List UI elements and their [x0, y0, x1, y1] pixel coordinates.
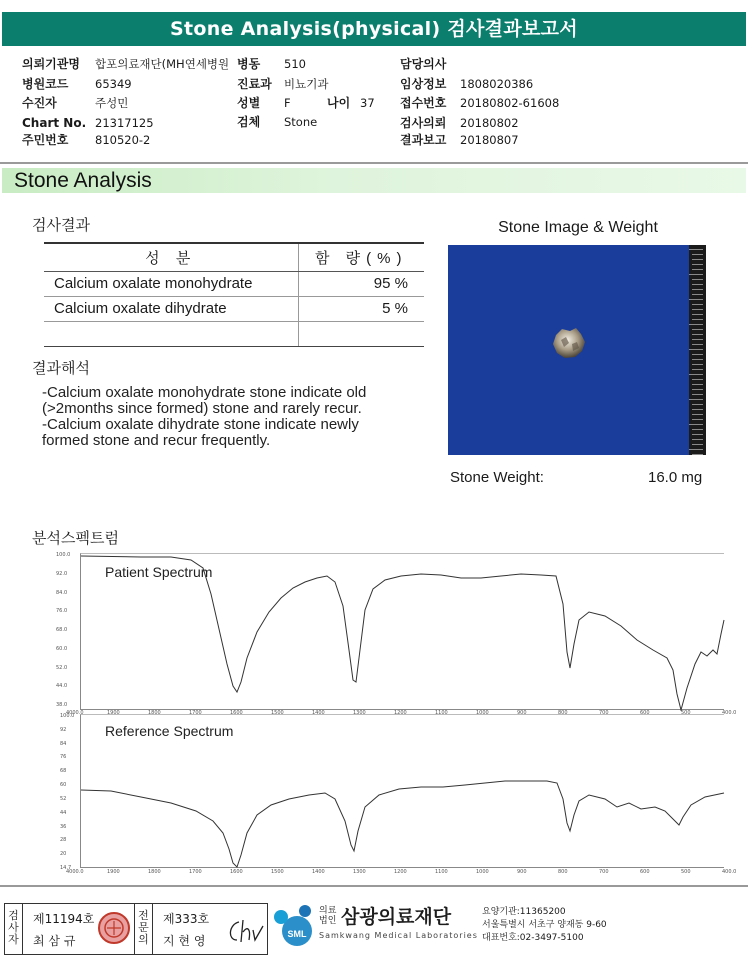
vert-char: 사 [8, 921, 19, 934]
interpretation-line: -Calcium oxalate monohydrate stone indicate old [42, 384, 367, 401]
vert-char: 검 [8, 909, 19, 922]
sex-value: F [284, 96, 291, 110]
specimen-value: Stone [284, 115, 318, 129]
ruler-tick [689, 399, 703, 400]
spectrum-heading: 분석스펙트럼 [32, 529, 119, 547]
ruler-tick [692, 404, 703, 405]
axis-tick-label: 1600 [230, 869, 243, 875]
col-amount-header: 함 량(%) [298, 243, 424, 271]
ruler-tick [692, 394, 703, 395]
axis-tick-label: 1500 [271, 869, 284, 875]
ruler-tick [692, 289, 703, 290]
axis-tick-label: 1200 [394, 869, 407, 875]
empty-cell [298, 321, 424, 346]
age-label: 나이 [327, 96, 351, 110]
axis-tick-label: 4000.0 [66, 869, 84, 875]
ruler-tick [692, 389, 703, 390]
ruler-tick [692, 294, 703, 295]
axis-tick-label: 100.0 [60, 713, 75, 719]
ruler [689, 245, 706, 455]
vert-char: 전 [138, 909, 149, 922]
axis-tick-label: 68.0 [56, 627, 68, 633]
logo-text: SML [287, 929, 307, 939]
axis-tick-label: 600 [640, 869, 650, 875]
reference-spectrum-frame [80, 714, 724, 868]
axis-tick-label: 84 [60, 740, 67, 747]
axis-tick-label: 100.0 [56, 552, 71, 558]
interpretation-line: (>2months since formed) stone and rarely recur. [42, 400, 362, 417]
ruler-tick [692, 279, 703, 280]
axis-tick-label: 1900 [107, 869, 120, 875]
address-line: 요양기관:11365200 [482, 907, 566, 917]
results-heading: 검사결과 [32, 216, 90, 234]
axis-tick-label: 1600 [230, 710, 243, 716]
ruler-tick [692, 409, 703, 410]
axis-tick-label: 700 [599, 710, 609, 716]
axis-tick-label: 900 [517, 710, 527, 716]
specimen-label: 검체 [237, 115, 261, 129]
axis-tick-label: 20 [60, 851, 67, 858]
ruler-tick [692, 354, 703, 355]
seal-stamp-icon [97, 911, 131, 945]
axis-tick-label: 52 [60, 795, 67, 802]
ruler-tick [692, 419, 703, 420]
signature-box [4, 903, 268, 955]
stone-photo [448, 245, 706, 455]
axis-tick-label: 800 [558, 710, 568, 716]
hospital-code-value: 65349 [95, 77, 132, 91]
corp-name: 삼광의료재단 [341, 906, 452, 928]
ruler-tick [692, 429, 703, 430]
ruler-tick [692, 254, 703, 255]
axis-tick-label: 500 [681, 869, 691, 875]
examinee-label: 수진자 [22, 96, 57, 110]
doctor-label: 담당의사 [400, 57, 447, 71]
axis-tick-label: 1000 [476, 710, 489, 716]
axis-tick-label: 4000.0 [66, 710, 84, 716]
axis-tick-label: 800 [558, 869, 568, 875]
result-report-value: 20180807 [460, 133, 519, 147]
ward-value: 510 [284, 57, 306, 71]
interpretation-text [42, 385, 422, 449]
reference-spectrum-line [81, 781, 724, 867]
reference-spectrum-label: Reference Spectrum [105, 723, 234, 739]
ruler-tick [692, 304, 703, 305]
address-line: 대표번호:02-3497-5100 [482, 933, 584, 943]
resident-no-label: 주민번호 [22, 133, 69, 147]
axis-tick-label: 1000 [476, 869, 489, 875]
amount-cell: 95 % [298, 271, 424, 296]
clinical-info-value: 1808020386 [460, 77, 534, 91]
interpretation-line: formed stone and recur frequently. [42, 432, 271, 449]
section-band [2, 168, 746, 193]
result-report-label: 결과보고 [400, 133, 447, 147]
ruler-tick [692, 339, 703, 340]
sml-logo-icon [272, 903, 318, 949]
axis-tick-label: 900 [517, 869, 527, 875]
interpretation-heading: 결과해석 [32, 359, 90, 377]
axis-tick-label: 76.0 [56, 608, 68, 615]
axis-tick-label: 36 [60, 823, 67, 830]
axis-tick-label: 60 [60, 782, 67, 789]
corp-type [319, 906, 336, 926]
specialist-name: 지 현 영 [163, 934, 206, 948]
ruler-tick [689, 249, 703, 250]
axis-tick-label: 400.0 [722, 869, 737, 875]
vert-char: 의 [138, 933, 149, 946]
footer-divider [0, 885, 748, 887]
specialist-license: 제333호 [163, 912, 210, 926]
axis-tick-label: 44 [60, 809, 67, 816]
col-component-header: 성 분 [44, 243, 298, 271]
report-title: Stone Analysis(physical) 검사결과보고서 [2, 12, 746, 46]
ruler-tick [689, 324, 703, 325]
ruler-tick [692, 369, 703, 370]
axis-tick-label: 1800 [148, 710, 161, 716]
axis-tick-label: 92 [60, 726, 67, 733]
axis-tick-label: 92.0 [56, 570, 68, 577]
ruler-tick [692, 414, 703, 415]
examiner-cell [23, 904, 135, 954]
ruler-tick [692, 319, 703, 320]
axis-tick-label: 44.0 [56, 683, 68, 690]
component-cell: Calcium oxalate monohydrate [44, 271, 298, 296]
axis-tick-label: 84.0 [56, 589, 68, 596]
ruler-tick [689, 299, 703, 300]
corp-type-line: 법인 [319, 916, 337, 926]
corp-type-line: 의료 [319, 906, 337, 916]
ruler-tick [692, 314, 703, 315]
examiner-name: 최 삼 규 [33, 934, 76, 948]
image-title: Stone Image & Weight [498, 219, 658, 236]
clinical-info-label: 임상정보 [400, 77, 447, 91]
axis-tick-label: 700 [599, 869, 609, 875]
axis-tick-label: 400.0 [722, 710, 737, 716]
axis-tick-label: 60.0 [56, 645, 68, 652]
patient-spectrum-frame [80, 553, 724, 710]
axis-tick-label: 1300 [353, 869, 366, 875]
ruler-tick [692, 334, 703, 335]
ruler-tick [692, 379, 703, 380]
test-request-value: 20180802 [460, 116, 519, 130]
test-request-label: 검사의뢰 [400, 116, 447, 130]
receipt-no-label: 접수번호 [400, 96, 447, 110]
axis-tick-label: 68 [60, 768, 67, 775]
requesting-org-label: 의뢰기관명 [22, 57, 80, 71]
specialist-vertical-label [135, 904, 153, 954]
ruler-tick [692, 284, 703, 285]
resident-no-value: 810520-2 [95, 133, 151, 147]
info-divider [0, 162, 748, 164]
axis-tick-label: 1800 [148, 869, 161, 875]
ruler-tick [692, 269, 703, 270]
signature-icon [225, 916, 265, 946]
sex-label: 성별 [237, 96, 261, 110]
axis-tick-label: 1700 [189, 710, 202, 716]
department-label: 진료과 [237, 77, 272, 91]
chart-no-label: Chart No. [22, 116, 87, 130]
ruler-tick [692, 434, 703, 435]
hospital-code-label: 병원코드 [22, 77, 69, 91]
axis-tick-label: 28 [60, 837, 67, 844]
component-cell: Calcium oxalate dihydrate [44, 296, 298, 321]
ruler-tick [689, 424, 703, 425]
ruler-tick [692, 344, 703, 345]
stone-icon [448, 245, 706, 455]
table-row [44, 296, 424, 321]
corp-address [482, 906, 607, 945]
interpretation-line: -Calcium oxalate dihydrate stone indicate newly [42, 416, 359, 433]
results-table [44, 242, 424, 347]
axis-tick-label: 1400 [312, 869, 325, 875]
age-value: 37 [360, 96, 375, 110]
examiner-license: 제11194호 [33, 912, 95, 926]
table-row [44, 321, 424, 346]
ruler-tick [692, 259, 703, 260]
ruler-tick [692, 364, 703, 365]
axis-tick-label: 1700 [189, 869, 202, 875]
axis-tick-label: 1300 [353, 710, 366, 716]
weight-label: Stone Weight: [450, 469, 544, 486]
axis-tick-label: 1200 [394, 710, 407, 716]
weight-value: 16.0 mg [648, 469, 703, 486]
ruler-tick [692, 439, 703, 440]
vert-char: 자 [8, 933, 19, 946]
amount-cell: 5 % [298, 296, 424, 321]
ruler-tick [692, 309, 703, 310]
ward-label: 병동 [237, 57, 261, 71]
axis-tick-label: 1900 [107, 710, 120, 716]
ruler-tick [692, 444, 703, 445]
ruler-tick [692, 359, 703, 360]
department-value: 비뇨기과 [284, 77, 329, 91]
vert-char: 문 [138, 921, 149, 934]
axis-tick-label: 52.0 [56, 664, 68, 671]
axis-tick-label: 600 [640, 710, 650, 716]
requesting-org-value: 합포의료재단(MH연세병원 [95, 57, 230, 71]
axis-tick-label: 1400 [312, 710, 325, 716]
axis-tick-label: 76 [60, 754, 67, 761]
receipt-no-value: 20180802-61608 [460, 96, 560, 110]
axis-tick-label: 500 [681, 710, 691, 716]
ruler-tick [689, 274, 703, 275]
ruler-tick [689, 449, 703, 450]
ruler-tick [689, 349, 703, 350]
ruler-tick [689, 374, 703, 375]
axis-tick-label: 1500 [271, 710, 284, 716]
ruler-tick [692, 329, 703, 330]
examiner-vertical-label [5, 904, 23, 954]
axis-tick-label: 1100 [435, 710, 448, 716]
address-line: 서울특별시 서초구 양재동 9-60 [482, 920, 607, 930]
section-title: Stone Analysis [14, 169, 152, 192]
chart-no-value: 21317125 [95, 116, 154, 130]
axis-tick-label: 14.7 [60, 865, 72, 871]
patient-spectrum-label: Patient Spectrum [105, 564, 213, 580]
axis-tick-label: 1100 [435, 869, 448, 875]
axis-tick-label: 38.0 [56, 702, 68, 708]
table-row [44, 271, 424, 296]
ruler-tick [692, 454, 703, 455]
empty-cell [44, 321, 298, 346]
corp-name-en: Samkwang Medical Laboratories [319, 931, 478, 940]
examinee-value: 주성민 [95, 96, 129, 110]
ruler-tick [692, 384, 703, 385]
ruler-tick [692, 264, 703, 265]
specialist-cell [153, 904, 268, 954]
